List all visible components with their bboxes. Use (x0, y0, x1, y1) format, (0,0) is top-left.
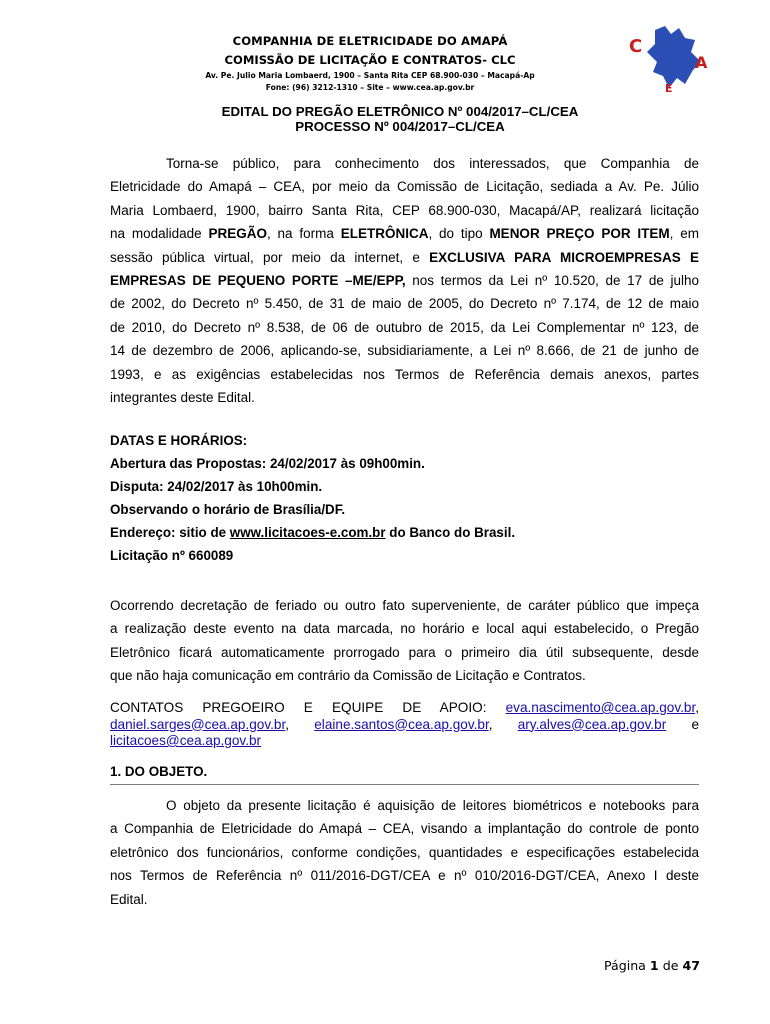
email-link-licitacoes[interactable]: licitacoes@cea.ap.gov.br (110, 733, 262, 748)
intro-line: Torna-se público, para conhecimento dos interessados, que Companhia de (166, 156, 699, 171)
holiday-line: a realização deste evento na data marcada, no horário e local aqui estabelecido, o Pregão (110, 621, 699, 637)
holiday-line: Eletrônico ficará automaticamente prorrogado para o primeiro dia útil subsequente, desde (110, 644, 699, 660)
email-link-daniel[interactable]: daniel.sarges@cea.ap.gov.br (110, 716, 286, 732)
process-title: PROCESSO Nº 004/2017–CL/CEA (295, 119, 505, 134)
email-link-elaine[interactable]: elaine.santos@cea.ap.gov.br (314, 716, 489, 732)
commission-name: COMISSÃO DE LICITAÇÃO E CONTRATOS- CLC (224, 53, 516, 67)
logo-letter-c: C (629, 36, 643, 57)
section-divider (110, 784, 699, 785)
edital-title: EDITAL DO PREGÃO ELETRÔNICO Nº 004/2017–CL/CEA (221, 104, 579, 119)
intro-line: integrantes deste Edital. (110, 390, 255, 406)
bid-address: Endereço: sitio de www.licitacoes-e.com.br do Banco do Brasil. (110, 525, 516, 540)
intro-line: sessão pública virtual, por meio da internet, e EXCLUSIVA PARA MICROEMPRESAS E (110, 249, 700, 265)
bid-number: Licitação nº 660089 (110, 548, 234, 563)
object-line: nos Termos de Referência nº 011/2016-DGT/CEA e nº 010/2016-DGT/CEA, Anexo I deste (110, 868, 699, 884)
object-line: Edital. (110, 891, 148, 907)
contacts-label: CONTATOS PREGOEIRO E EQUIPE DE APOIO: (110, 700, 487, 715)
licitacoes-link[interactable]: www.licitacoes-e.com.br (229, 525, 386, 540)
intro-line: de 2010, do Decreto nº 8.538, de 06 de outubro de 2015, da Lei Complementar nº 123, de (110, 319, 699, 335)
amapa-map-shape (647, 26, 701, 88)
intro-line: 1993, e as exigências estabelecidas nos Termos de Referência demais anexos, partes (110, 366, 699, 382)
intro-paragraph (110, 152, 699, 409)
opening-date: Abertura das Propostas: 24/02/2017 às 09h00min. (110, 456, 425, 471)
intro-line: EMPRESAS DE PEQUENO PORTE –ME/EPP, nos termos da Lei nº 10.520, de 17 de julho (110, 273, 699, 289)
object-line: O objeto da presente licitação é aquisição de leitores biométricos e notebooks para (166, 798, 699, 813)
intro-line: 14 de dezembro de 2006, aplicando-se, subsidiariamente, a Lei nº 8.666, de 21 de junho de (110, 343, 699, 359)
company-contact: Fone: (96) 3212-1310 – Site – www.cea.ap.gov.br (265, 83, 475, 92)
contacts-block: CONTATOS PREGOEIRO E EQUIPE DE APOIO: eva.nascimento@cea.ap.gov.br, daniel.sarges@cea.ap.gov.br, elaine.santos@cea.ap.gov.br, ary.alves@cea.ap.gov.br e licitacoes@cea.ap.gov.br (110, 700, 700, 748)
holiday-line: que não haja comunicação em contrário da Comissão de Licitação e Contratos. (110, 668, 586, 684)
timezone-note: Observando o horário de Brasília/DF. (110, 502, 346, 517)
object-line: eletrônico dos funcionários, conforme condições, quantidades e especificações estabelecida (110, 844, 699, 860)
intro-line: Eletricidade do Amapá – CEA, por meio da Comissão de Licitação, sediada a Av. Pe. Júlio (110, 179, 699, 195)
dispute-date: Disputa: 24/02/2017 às 10h00min. (110, 479, 323, 494)
cea-logo (625, 22, 715, 94)
email-link-ary[interactable]: ary.alves@cea.ap.gov.br (517, 716, 667, 732)
logo-letter-a: A (695, 53, 708, 72)
intro-line: na modalidade PREGÃO, na forma ELETRÔNICA, do tipo MENOR PREÇO POR ITEM, em (110, 226, 699, 242)
company-name: COMPANHIA DE ELETRICIDADE DO AMAPÁ (232, 34, 508, 48)
dates-heading: DATAS E HORÁRIOS: (110, 433, 248, 448)
holiday-line: Ocorrendo decretação de feriado ou outro fato superveniente, de caráter público que impeça (110, 598, 699, 613)
section-heading-objeto: 1. DO OBJETO. (110, 764, 208, 779)
object-paragraph (110, 794, 699, 911)
holiday-paragraph (110, 594, 699, 688)
logo-letter-e: E (665, 82, 673, 94)
object-line: a Companhia de Eletricidade do Amapá – CEA, visando a implantação do controle de ponto (110, 821, 699, 837)
page-number: Página 1 de 47 (603, 958, 700, 973)
intro-line: Maria Lombaerd, 1900, bairro Santa Rita, CEP 68.900-030, Macapá/AP, realizará licitação (110, 202, 699, 218)
email-link-eva[interactable]: eva.nascimento@cea.ap.gov.br (505, 700, 696, 715)
intro-line: de 2002, do Decreto nº 5.450, de 31 de maio de 2005, do Decreto nº 7.174, de 12 de maio (110, 296, 699, 312)
company-address: Av. Pe. Julio Maria Lombaerd, 1900 – Santa Rita CEP 68.900-030 – Macapá-Ap (205, 71, 535, 80)
